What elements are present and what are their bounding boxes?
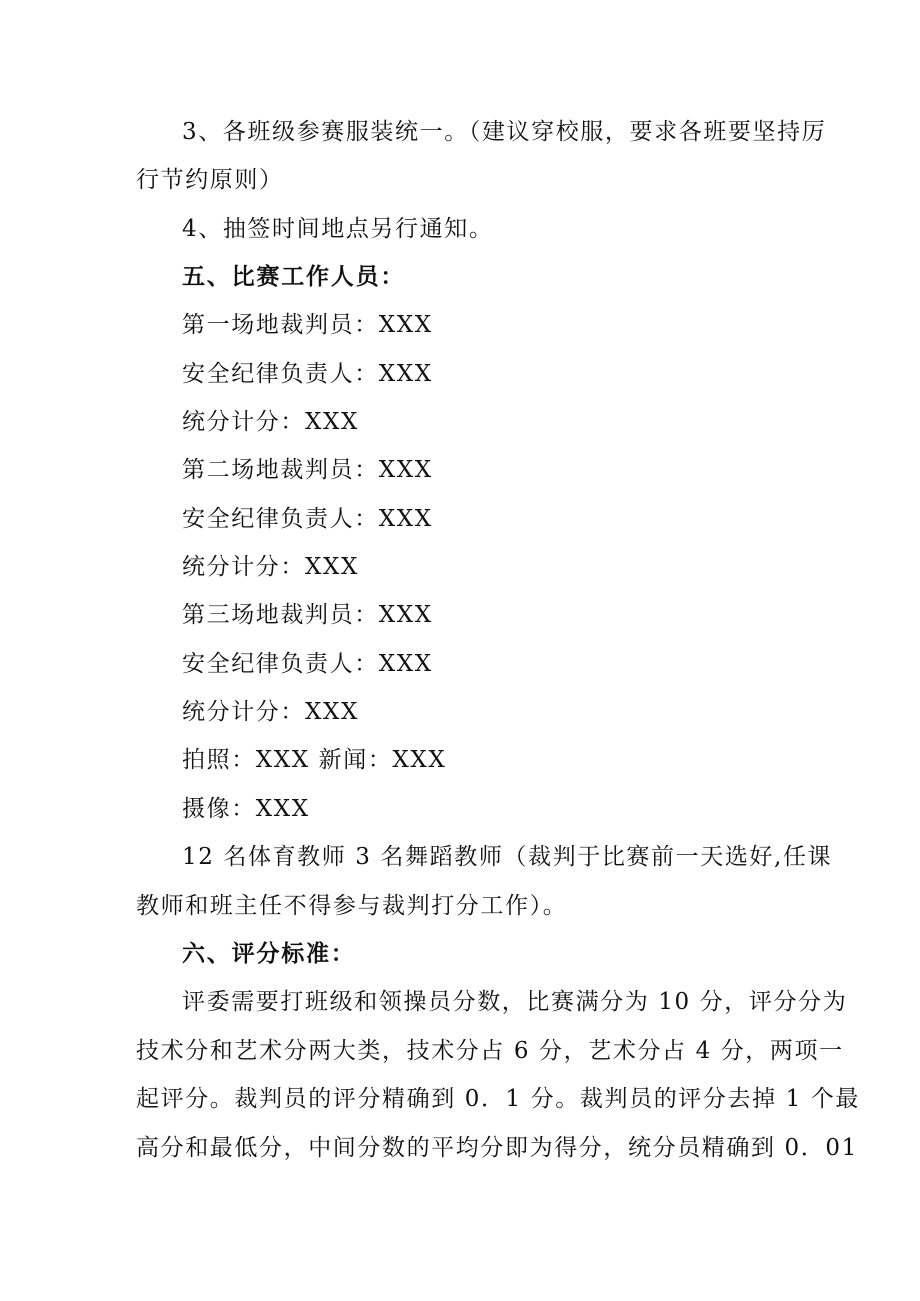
paragraph-line: 4、抽签时间地点另行通知。	[182, 216, 494, 242]
staff-line: 安全纪律负责人：XXX	[182, 361, 433, 387]
staff-line: 第一场地裁判员：XXX	[182, 312, 433, 338]
paragraph-line: 12 名体育教师 3 名舞蹈教师（裁判于比赛前一天选好,任课	[182, 844, 833, 870]
paragraph-line: 评委需要打班级和领操员分数，比赛满分为 10 分，评分分为	[182, 989, 848, 1015]
paragraph-line: 行节约原则）	[136, 167, 284, 193]
staff-line: 第三场地裁判员：XXX	[182, 602, 433, 628]
staff-line: 统分计分：XXX	[182, 409, 359, 435]
paragraph-line: 起评分。裁判员的评分精确到 0．1 分。裁判员的评分去掉 1 个最	[136, 1086, 860, 1112]
staff-line: 安全纪律负责人：XXX	[182, 651, 433, 677]
paragraph-line: 3、各班级参赛服装统一。（建议穿校服，要求各班要坚持厉	[182, 119, 827, 145]
paragraph-line: 技术分和艺术分两大类，技术分占 6 分，艺术分占 4 分，两项一	[136, 1038, 844, 1064]
staff-line: 第二场地裁判员：XXX	[182, 457, 433, 483]
staff-line: 摄像：XXX	[182, 796, 310, 822]
staff-line: 安全纪律负责人：XXX	[182, 506, 433, 532]
section-heading: 五、比赛工作人员：	[182, 264, 406, 290]
staff-line: 拍照：XXX 新闻：XXX	[182, 747, 447, 773]
paragraph-line: 教师和班主任不得参与裁判打分工作）。	[136, 893, 568, 919]
section-heading: 六、评分标准：	[182, 941, 356, 967]
staff-line: 统分计分：XXX	[182, 699, 359, 725]
staff-line: 统分计分：XXX	[182, 554, 359, 580]
paragraph-line: 高分和最低分，中间分数的平均分即为得分，统分员精确到 0．01	[136, 1135, 858, 1161]
